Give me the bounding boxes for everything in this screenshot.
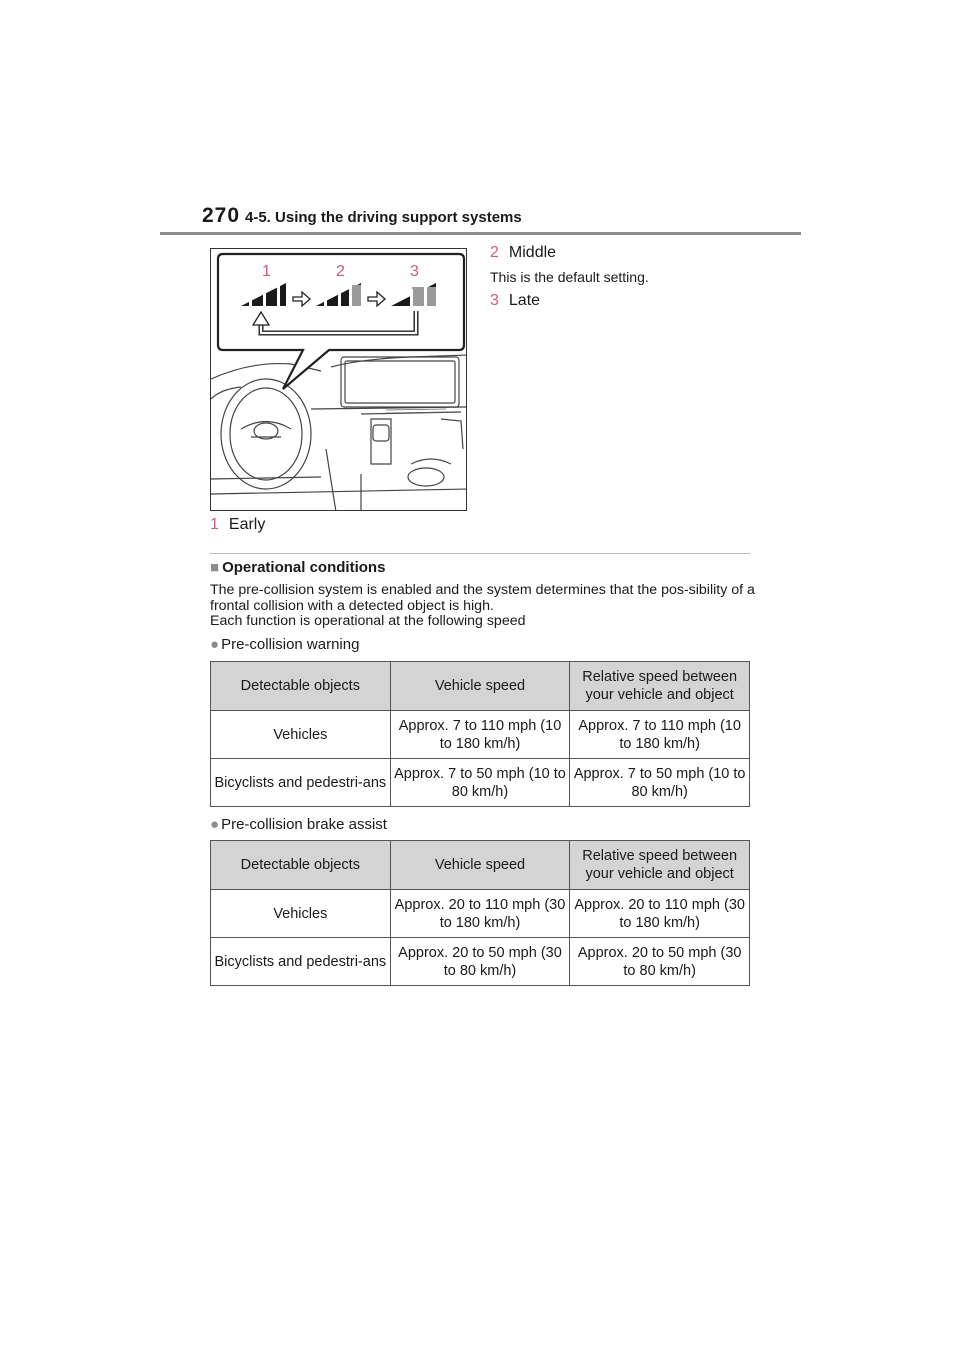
setting-late xyxy=(490,292,540,310)
callout-1: 1 xyxy=(262,263,271,280)
cell-vehicle-speed: Approx. 7 to 110 mph (10 to 180 km/h) xyxy=(390,711,570,759)
page-number: 270 xyxy=(202,204,241,227)
dashboard-drawing xyxy=(211,249,467,511)
setting-number: 1 xyxy=(210,516,219,533)
header-relative-speed: Relative speed between your vehicle and object xyxy=(570,662,750,711)
setting-label: Early xyxy=(228,516,266,533)
circle-bullet-icon: ● xyxy=(210,816,220,833)
dashboard-illustration xyxy=(210,248,467,511)
cell-relative-speed: Approx. 7 to 50 mph (10 to 80 km/h) xyxy=(570,759,750,807)
cell-relative-speed: Approx. 20 to 110 mph (30 to 180 km/h) xyxy=(570,890,750,938)
header-vehicle-speed: Vehicle speed xyxy=(390,841,570,890)
pre-collision-warning-table xyxy=(210,661,750,807)
section-divider xyxy=(210,553,750,554)
square-bullet-icon: ■ xyxy=(210,559,220,576)
header-relative-speed: Relative speed between your vehicle and object xyxy=(570,841,750,890)
cell-relative-speed: Approx. 7 to 110 mph (10 to 180 km/h) xyxy=(570,711,750,759)
section-title: 4-5. Using the driving support systems xyxy=(245,209,522,226)
table-row xyxy=(211,711,750,759)
pre-collision-brake-assist-heading xyxy=(210,816,387,833)
cell-object: Vehicles xyxy=(211,711,391,759)
cell-vehicle-speed: Approx. 20 to 50 mph (30 to 80 km/h) xyxy=(390,938,570,986)
cell-object: Vehicles xyxy=(211,890,391,938)
setting-middle xyxy=(490,244,556,262)
callout-2: 2 xyxy=(336,263,345,280)
table-row xyxy=(211,938,750,986)
setting-number: 3 xyxy=(490,292,499,309)
table-header-row xyxy=(211,662,750,711)
header-detectable-objects: Detectable objects xyxy=(211,662,391,711)
header-vehicle-speed: Vehicle speed xyxy=(390,662,570,711)
cell-object: Bicyclists and pedestri-ans xyxy=(211,759,391,807)
cell-object: Bicyclists and pedestri-ans xyxy=(211,938,391,986)
cell-vehicle-speed: Approx. 20 to 110 mph (30 to 180 km/h) xyxy=(390,890,570,938)
header-divider xyxy=(160,232,801,235)
bullet-text: Pre-collision brake assist xyxy=(221,816,387,833)
table-header-row xyxy=(211,841,750,890)
bullet-text: Pre-collision warning xyxy=(221,636,360,653)
operational-conditions-text: The pre-collision system is enabled and the system determines that the pos-sibility of a frontal collision with a detected object is high. Each function is operational at the following speed xyxy=(210,582,755,629)
header-detectable-objects: Detectable objects xyxy=(211,841,391,890)
setting-number: 2 xyxy=(490,244,499,261)
setting-label: Late xyxy=(508,292,541,309)
pre-collision-warning-heading xyxy=(210,636,359,653)
pre-collision-brake-assist-table xyxy=(210,840,750,986)
setting-label: Middle xyxy=(508,244,557,261)
operational-conditions-heading xyxy=(210,559,385,576)
default-setting-note: This is the default setting. xyxy=(490,269,649,285)
callout-3: 3 xyxy=(410,263,419,280)
table-row xyxy=(211,890,750,938)
cell-vehicle-speed: Approx. 7 to 50 mph (10 to 80 km/h) xyxy=(390,759,570,807)
circle-bullet-icon: ● xyxy=(210,636,220,653)
heading-text: Operational conditions xyxy=(222,559,386,576)
setting-early xyxy=(210,516,265,534)
table-row xyxy=(211,759,750,807)
cell-relative-speed: Approx. 20 to 50 mph (30 to 80 km/h) xyxy=(570,938,750,986)
